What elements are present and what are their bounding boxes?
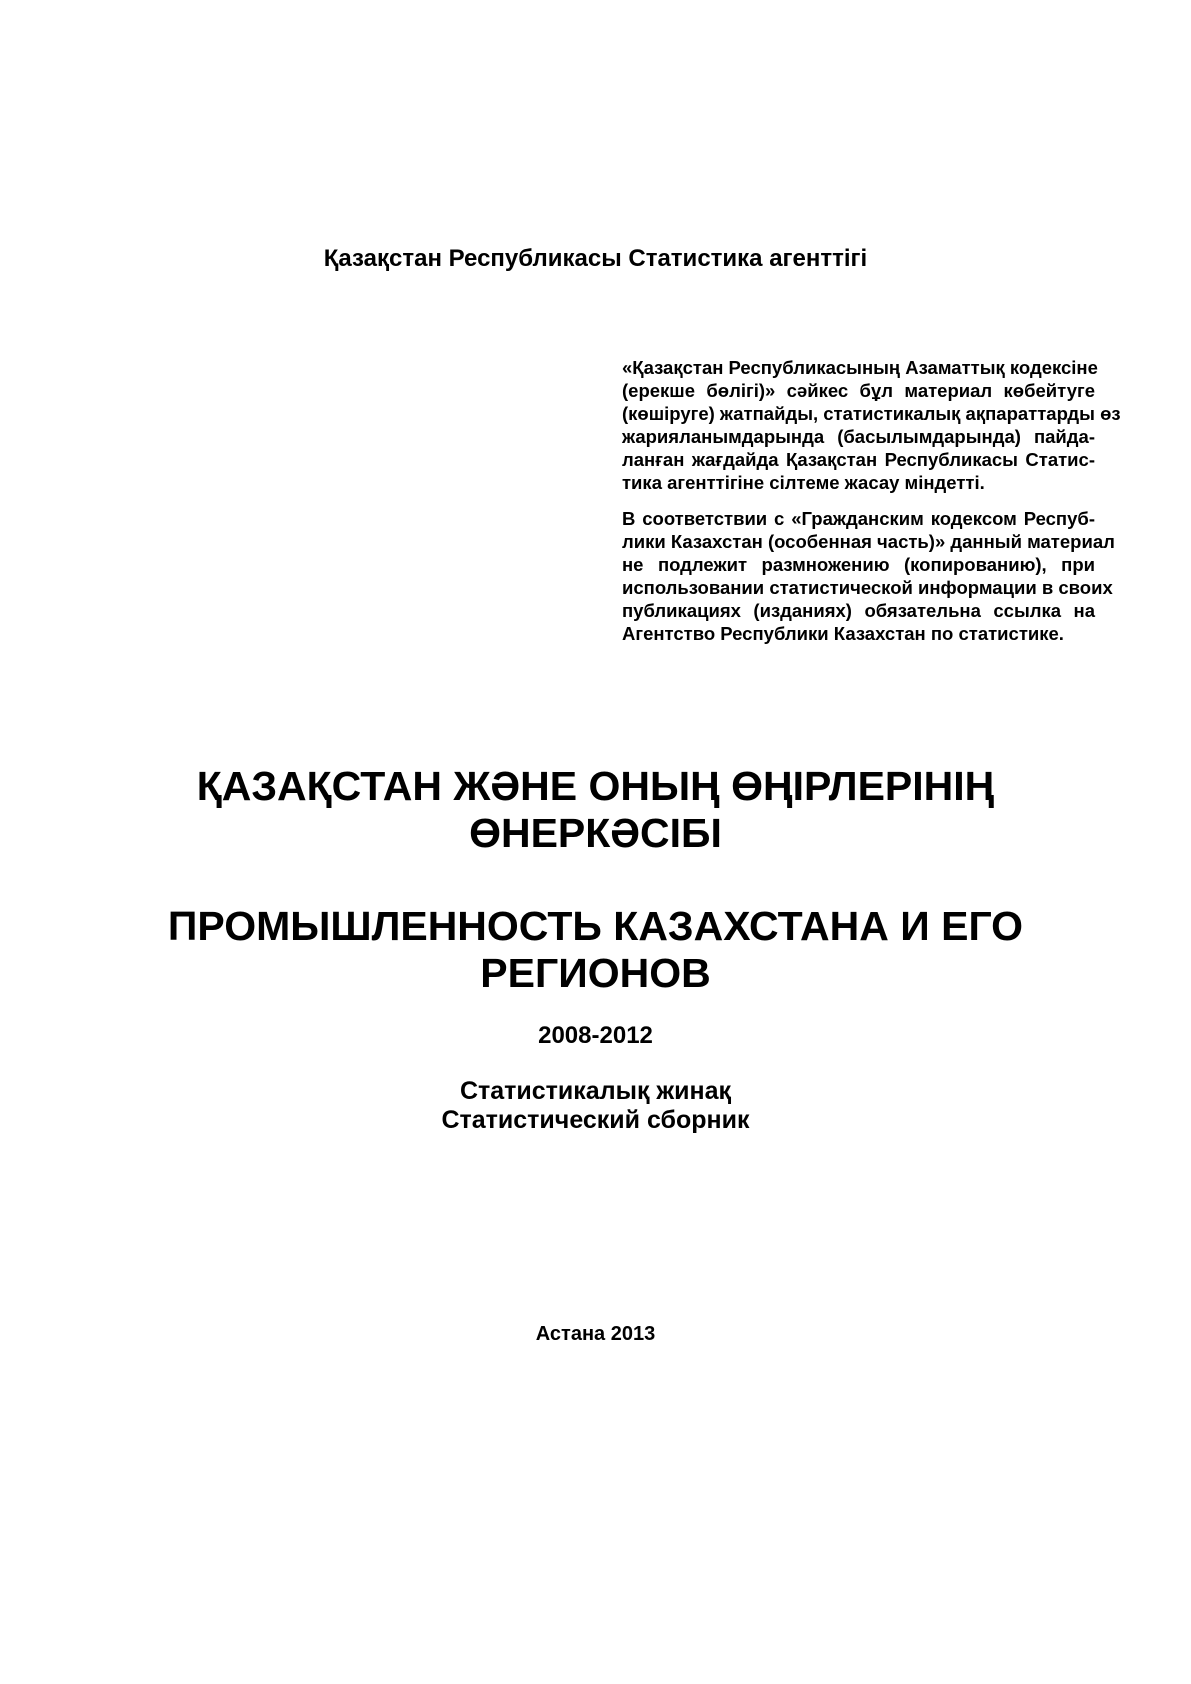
copyright-line: «Қазақстан Республикасының Азаматтық кодексіне [622,357,1098,378]
coverage-years: 2008-2012 [538,1022,653,1049]
publisher-name: Қазақстан Республикасы Статистика агенттігі [323,245,868,272]
subtitle-block [0,1077,1191,1135]
main-title-kk-line1: ҚАЗАҚСТАН ЖӘНЕ ОНЫҢ ӨҢІРЛЕРІНІҢ [196,763,995,809]
copyright-line: публикациях (изданиях) обязательна ссылка на [622,600,1095,621]
copyright-line: тика агенттігіне сілтеме жасау міндетті. [622,472,985,493]
copyright-line: жарияланымдарында (басылымдарында) пайда- [622,426,1095,447]
copyright-line: (ерекше бөлігі)» сәйкес бұл материал көбейтуге [622,380,1095,401]
copyright-line: использовании статистической информации в своих [622,577,1113,598]
copyright-line: В соответствии с «Гражданским кодексом Респуб- [622,508,1095,529]
copyright-line: Агентство Республики Казахстан по статистике. [622,623,1064,644]
main-title-ru [0,903,1191,997]
main-title-ru-line2: РЕГИОНОВ [480,950,711,996]
main-title-kk [0,763,1191,857]
copyright-paragraph-ru [622,507,1115,645]
copyright-line: лики Казахстан (особенная часть)» данный материал [622,531,1115,552]
copyright-paragraph-kk [622,356,1121,494]
subtitle-kk: Статистикалық жинақ [459,1077,732,1105]
copyright-line: ланған жағдайда Қазақстан Республикасы Статис- [622,449,1095,470]
imprint-city-year: Астана 2013 [535,1323,656,1345]
copyright-line: (көшіруге) жатпайды, статистикалық ақпараттарды өз [622,403,1121,424]
main-title-ru-line1: ПРОМЫШЛЕННОСТЬ КАЗАХСТАНА И ЕГО [167,903,1024,949]
main-title-kk-line2: ӨНЕРКӘСІБІ [469,810,722,856]
copyright-line: не подлежит размножению (копированию), при [622,554,1095,575]
copyright-block [622,356,1121,658]
subtitle-ru: Статистический сборник [441,1106,750,1134]
